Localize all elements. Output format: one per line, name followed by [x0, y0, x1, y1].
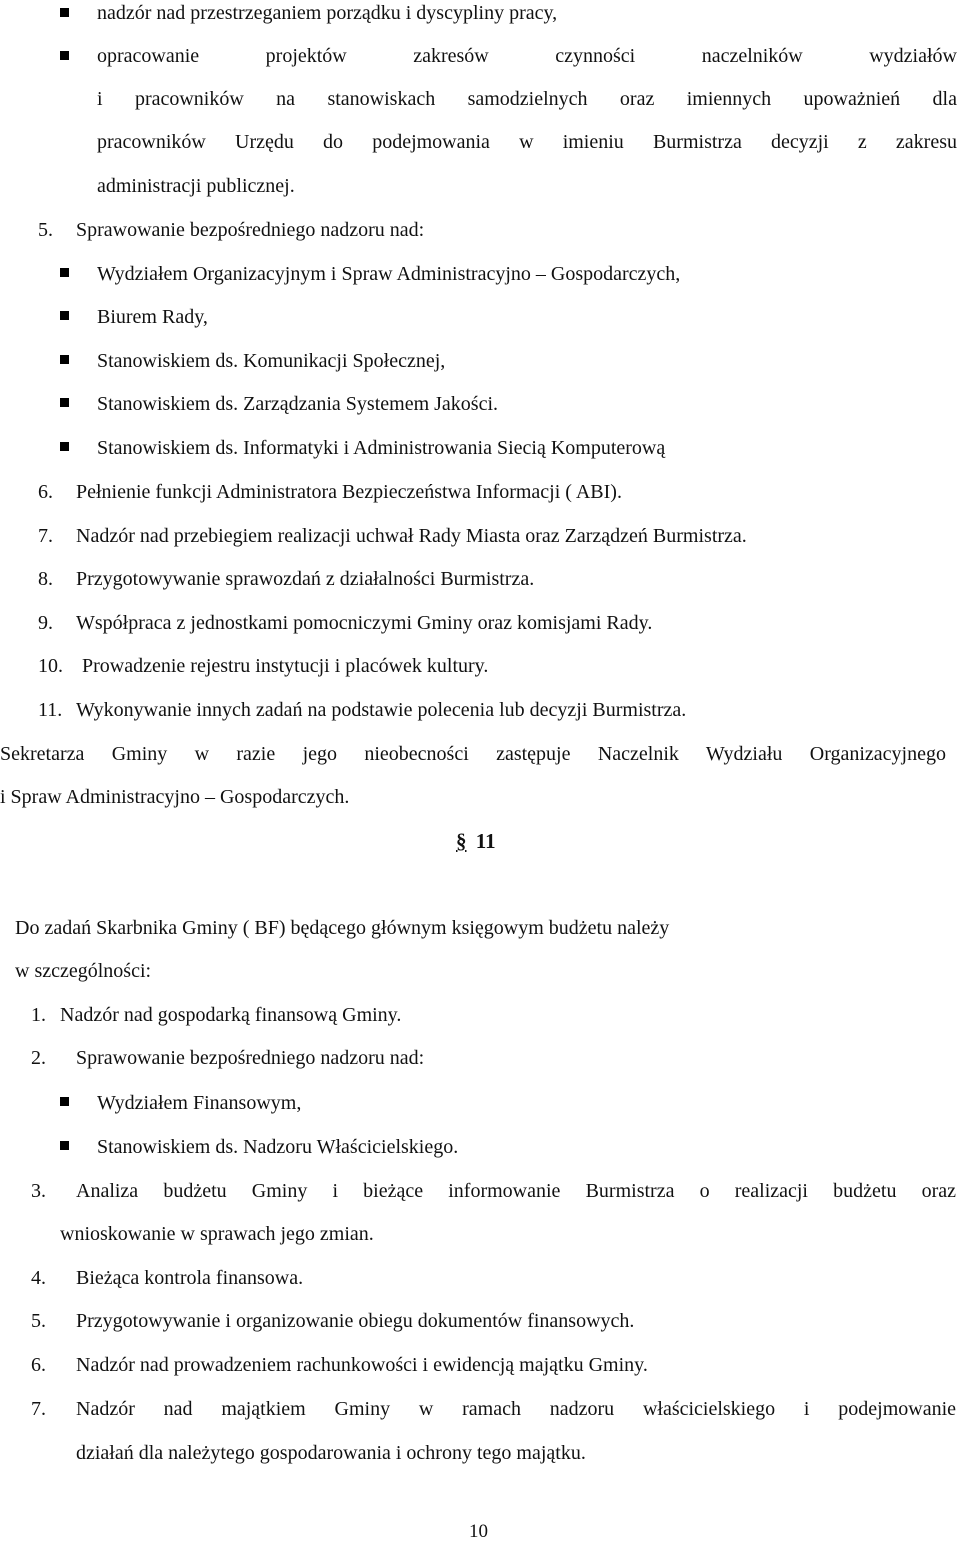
- bullet-text: Stanowiskiem ds. Nadzoru Właścicielskiego.: [97, 1136, 459, 1158]
- bullet-text: Biurem Rady,: [97, 306, 208, 328]
- bullet-marker: [60, 8, 69, 17]
- list-item-text: Przygotowywanie sprawozdań z działalności Burmistrza.: [76, 568, 535, 590]
- bullet-text-continuation: pracowników Urzędu do podejmowania w imieniu Burmistrza decyzji z zakresu: [97, 131, 957, 153]
- bullet-marker: [60, 398, 69, 407]
- paragraph-text: Sekretarza Gminy w razie jego nieobecności zastępuje Naczelnik Wydziału Organizacyjnego: [0, 743, 946, 765]
- list-number: 8.: [38, 568, 53, 590]
- bullet-marker: [60, 268, 69, 277]
- bullet-marker: [60, 442, 69, 451]
- list-number: 3.: [31, 1180, 46, 1202]
- paragraph-text: Do zadań Skarbnika Gminy ( BF) będącego głównym księgowym budżetu należy: [15, 917, 670, 939]
- bullet-text: Wydziałem Finansowym,: [97, 1092, 302, 1114]
- list-item-text: Prowadzenie rejestru instytucji i placówek kultury.: [82, 655, 489, 677]
- list-item-text: Współpraca z jednostkami pomocniczymi Gminy oraz komisjami Rady.: [76, 612, 653, 634]
- bullet-marker: [60, 311, 69, 320]
- bullet-text-continuation: i pracowników na stanowiskach samodzielnych oraz imiennych upoważnień dla: [97, 88, 957, 110]
- list-number: 7.: [38, 525, 53, 547]
- list-number: 5.: [31, 1310, 46, 1332]
- list-number: 1.: [31, 1004, 46, 1026]
- bullet-marker: [60, 355, 69, 364]
- bullet-text: Stanowiskiem ds. Informatyki i Administrowania Siecią Komputerową: [97, 437, 666, 459]
- bullet-text: Stanowiskiem ds. Zarządzania Systemem Jakości.: [97, 393, 499, 415]
- section-sign: §: [456, 829, 467, 853]
- paragraph-text: i Spraw Administracyjno – Gospodarczych.: [0, 786, 350, 808]
- list-number: 7.: [31, 1398, 46, 1420]
- list-item-text: Nadzór nad prowadzeniem rachunkowości i ewidencją majątku Gminy.: [76, 1354, 648, 1376]
- paragraph-text: w szczególności:: [15, 960, 152, 982]
- list-item-text: Sprawowanie bezpośredniego nadzoru nad:: [76, 1047, 425, 1069]
- list-item-text: Wykonywanie innych zadań na podstawie polecenia lub decyzji Burmistrza.: [76, 699, 687, 721]
- bullet-text: nadzór nad przestrzeganiem porządku i dyscypliny pracy,: [97, 2, 558, 24]
- list-number: 4.: [31, 1267, 46, 1289]
- bullet-marker: [60, 51, 69, 60]
- list-item-text: Analiza budżetu Gminy i bieżące informowanie Burmistrza o realizacji budżetu oraz: [76, 1180, 956, 1202]
- bullet-text: Wydziałem Organizacyjnym i Spraw Administracyjno – Gospodarczych,: [97, 263, 681, 285]
- bullet-marker: [60, 1141, 69, 1150]
- list-item-text: Sprawowanie bezpośredniego nadzoru nad:: [76, 219, 425, 241]
- list-number: 6.: [38, 481, 53, 503]
- list-number: 10.: [38, 655, 63, 677]
- list-item-text: Pełnienie funkcji Administratora Bezpieczeństwa Informacji ( ABI).: [76, 481, 622, 503]
- list-number: 6.: [31, 1354, 46, 1376]
- list-item-text-continuation: wnioskowanie w sprawach jego zmian.: [60, 1223, 374, 1245]
- list-number: 2.: [31, 1047, 46, 1069]
- list-item-text: Nadzór nad majątkiem Gminy w ramach nadzoru właścicielskiego i podejmowanie: [76, 1398, 956, 1420]
- page-number: 10: [469, 1521, 488, 1542]
- list-number: 5.: [38, 219, 53, 241]
- section-number: 11: [475, 829, 496, 853]
- bullet-marker: [60, 1097, 69, 1106]
- list-item-text: Nadzór nad gospodarką finansową Gminy.: [60, 1004, 402, 1026]
- list-item-text: Bieżąca kontrola finansowa.: [76, 1267, 304, 1289]
- section-heading: [456, 828, 496, 854]
- bullet-text: Stanowiskiem ds. Komunikacji Społecznej,: [97, 350, 446, 372]
- bullet-text-continuation: administracji publicznej.: [97, 175, 295, 197]
- list-item-text: Przygotowywanie i organizowanie obiegu dokumentów finansowych.: [76, 1310, 635, 1332]
- list-item-text-continuation: działań dla należytego gospodarowania i ochrony tego majątku.: [76, 1442, 586, 1464]
- list-number: 11.: [38, 699, 63, 721]
- list-number: 9.: [38, 612, 53, 634]
- bullet-text: opracowanie projektów zakresów czynności naczelników wydziałów: [97, 45, 957, 67]
- list-item-text: Nadzór nad przebiegiem realizacji uchwał Rady Miasta oraz Zarządzeń Burmistrza.: [76, 525, 747, 547]
